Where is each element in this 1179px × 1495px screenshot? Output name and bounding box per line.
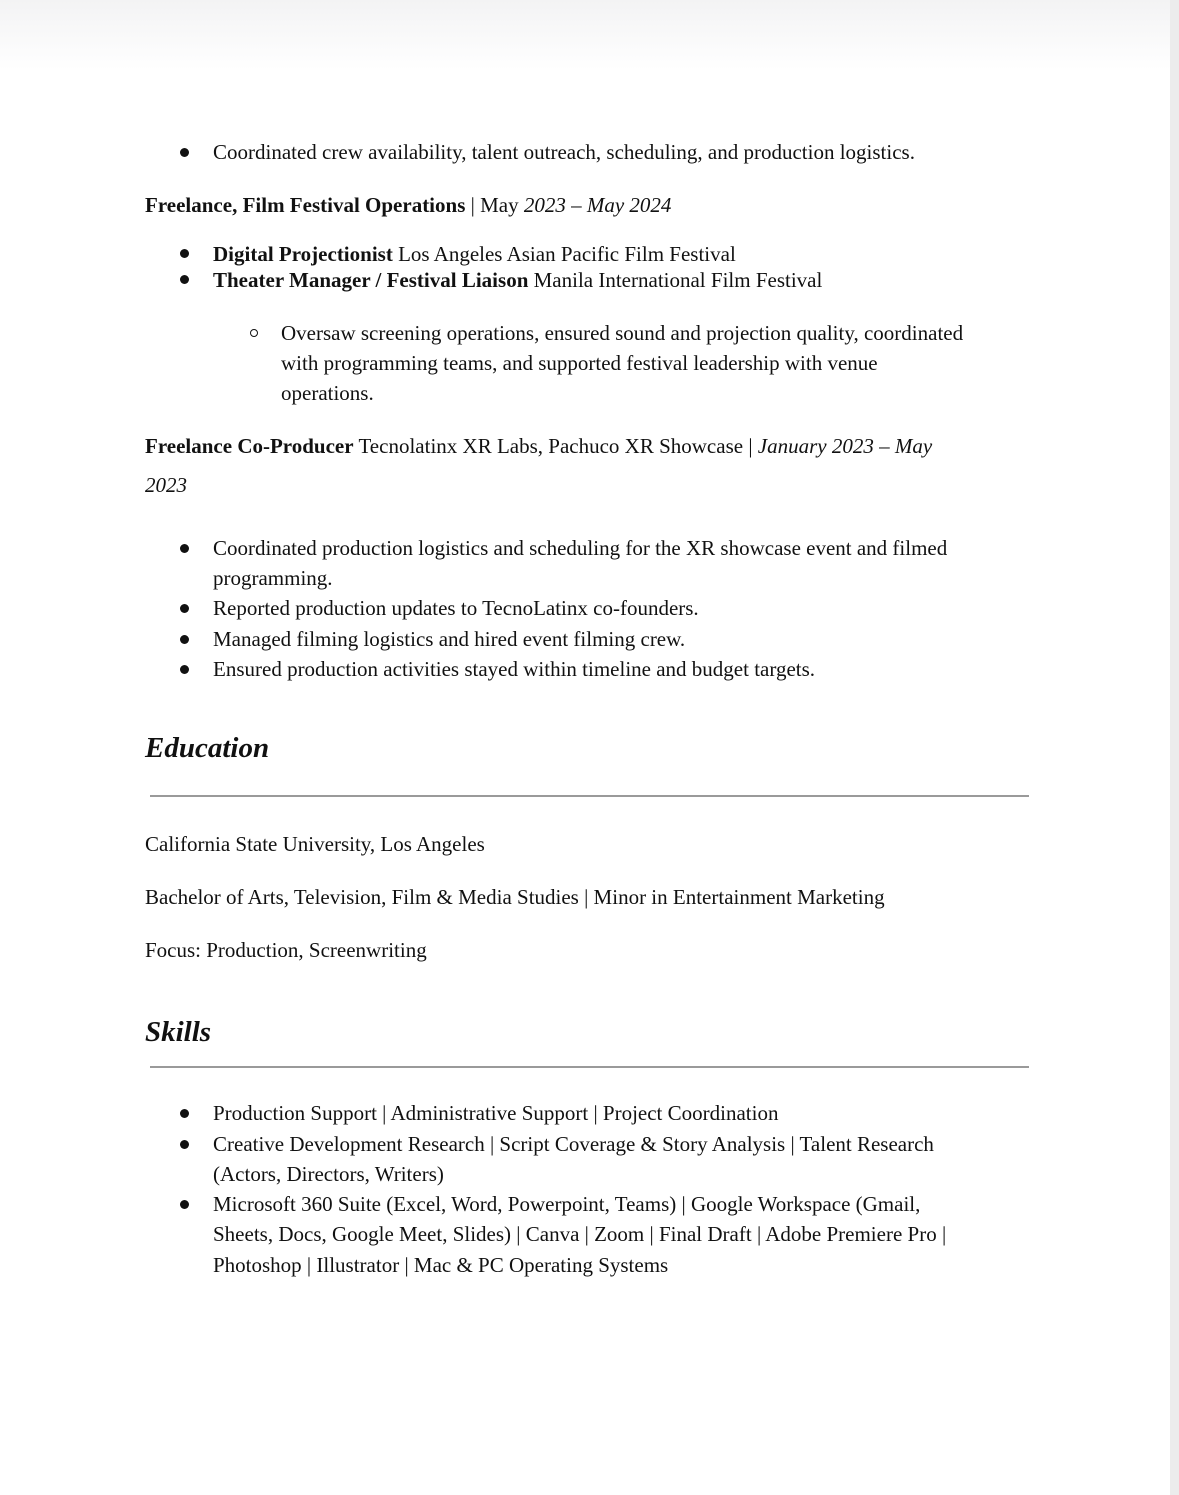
skills-heading: Skills: [145, 1016, 212, 1048]
festival-role-1-org: Los Angeles Asian Pacific Film Festival: [392, 242, 736, 266]
education-focus: Focus: Production, Screenwriting: [145, 938, 427, 962]
xr-bullet-3: Managed filming logistics and hired event filming crew.: [213, 627, 686, 651]
xr-bullet-4: Ensured production activities stayed within timeline and budget targets.: [213, 657, 816, 681]
festival-sub-bullet-line-3: operations.: [281, 381, 374, 405]
festival-role-1-title: Digital Projectionist: [213, 242, 393, 266]
bullet-icon: [180, 1200, 189, 1209]
festival-sub-bullet-line-2: with programming teams, and supported festival leadership with venue: [281, 351, 878, 375]
festival-sub-bullet-line-1: Oversaw screening operations, ensured sound and projection quality, coordinated: [281, 321, 964, 345]
skills-bullet-3-line-3: Photoshop | Illustrator | Mac & PC Operating Systems: [213, 1253, 669, 1277]
hollow-bullet-icon: [250, 329, 258, 337]
scroll-gutter: [1170, 0, 1179, 1495]
festival-role-2: [213, 265, 822, 295]
bullet-icon: [180, 1109, 189, 1118]
festival-role-2-org: Manila International Film Festival: [528, 268, 823, 292]
education-school: California State University, Los Angeles: [145, 832, 485, 856]
xr-bullet-1-line-2: programming.: [213, 566, 333, 590]
bullet-icon: [180, 665, 189, 674]
prev-job-bullet: Coordinated crew availability, talent outreach, scheduling, and production logistics.: [213, 140, 915, 164]
bullet-icon: [180, 544, 189, 553]
skills-bullet-1: Production Support | Administrative Support | Project Coordination: [213, 1101, 779, 1125]
xr-job-dates-end: 2023: [145, 473, 187, 497]
skills-divider: [150, 1066, 1029, 1068]
bullet-icon: [180, 604, 189, 613]
skills-bullet-2-line-1: Creative Development Research | Script Coverage & Story Analysis | Talent Research: [213, 1132, 934, 1156]
skills-bullet-2-line-2: (Actors, Directors, Writers): [213, 1162, 444, 1186]
xr-bullet-1-line-1: Coordinated production logistics and scheduling for the XR showcase event and filmed: [213, 536, 948, 560]
xr-bullet-2: Reported production updates to TecnoLatinx co-founders.: [213, 596, 699, 620]
education-divider: [150, 795, 1029, 797]
education-degree: Bachelor of Arts, Television, Film & Media Studies | Minor in Entertainment Marketing: [145, 885, 885, 909]
xr-job-dates: January 2023 – May: [757, 434, 933, 458]
festival-job-header: [145, 190, 671, 220]
xr-job-header: [145, 431, 932, 461]
festival-job-sep: | May: [465, 193, 524, 217]
skills-bullet-3-line-1: Microsoft 360 Suite (Excel, Word, Powerpoint, Teams) | Google Workspace (Gmail,: [213, 1192, 921, 1216]
bullet-icon: [180, 148, 189, 157]
festival-job-dates: 2023 – May 2024: [523, 193, 672, 217]
festival-role-2-title: Theater Manager / Festival Liaison: [213, 268, 529, 292]
skills-bullet-3-line-2: Sheets, Docs, Google Meet, Slides) | Canva | Zoom | Final Draft | Adobe Premiere Pro |: [213, 1222, 947, 1246]
xr-job-title: Freelance Co-Producer: [145, 434, 354, 458]
education-heading: Education: [145, 732, 270, 764]
bullet-icon: [180, 635, 189, 644]
xr-job-org: Tecnolatinx XR Labs, Pachuco XR Showcase |: [353, 434, 758, 458]
bullet-icon: [180, 275, 189, 284]
bullet-icon: [180, 1140, 189, 1149]
festival-job-title: Freelance, Film Festival Operations: [145, 193, 466, 217]
bullet-icon: [180, 249, 189, 258]
